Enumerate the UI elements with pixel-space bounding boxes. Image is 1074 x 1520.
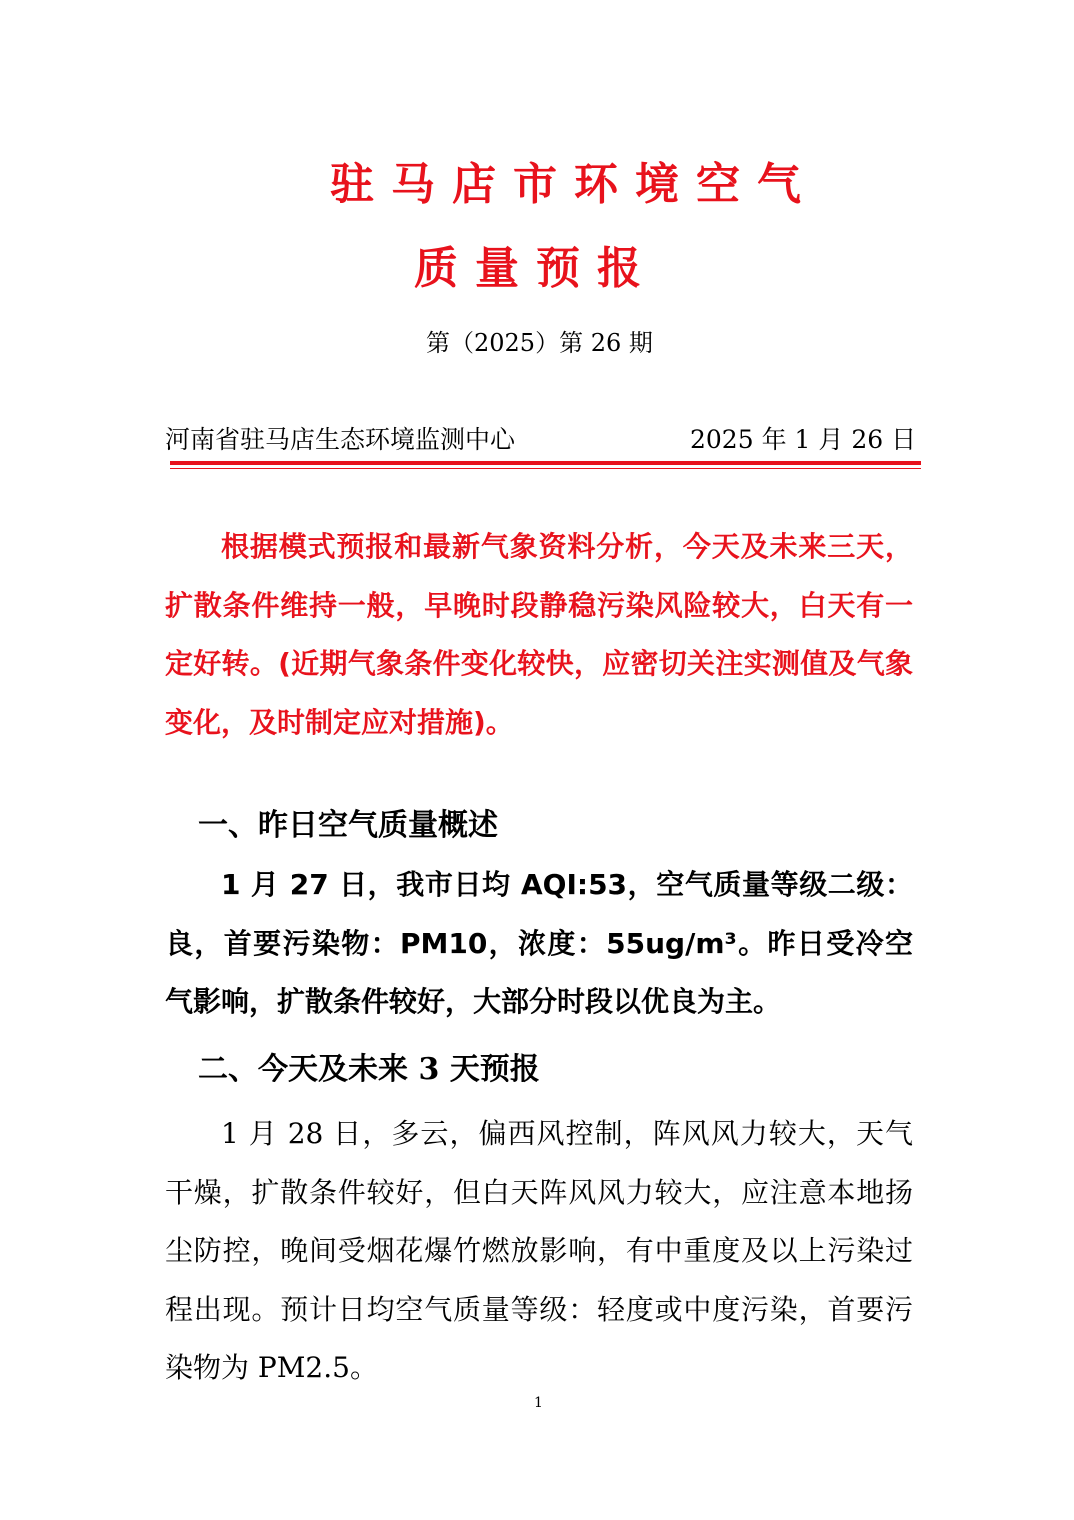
report-title-line1: 驻马店市环境空气 (330, 159, 818, 210)
section-body-forecast: 1 月 28 日，多云，偏西风控制，阵风风力较大，天气干燥，扩散条件较好，但白天阵风风力较大，应注意本地扬尘防控，晚间受烟花爆竹燃放影响，有中重度及以上污染过程出现。预计日均空气质量等级：轻度或中度污染，首要污染物为 PM2.5。 (165, 1117, 913, 1384)
issue-date: 2025 年 1 月 26 日 (690, 425, 917, 454)
header-divider-thin (170, 468, 921, 469)
section-heading-yesterday: 一、昨日空气质量概述 (198, 808, 498, 843)
section-body-yesterday: 1 月 27 日，我市日均 AQI:53，空气质量等级二级：良，首要污染物：PM10，浓度：55ug/m³。昨日受冷空气影响，扩散条件较好，大部分时段以优良为主。 (165, 868, 913, 1018)
issue-number: 第（2025）第 26 期 (426, 329, 653, 357)
forecast-summary: 根据模式预报和最新气象资料分析，今天及未来三天，扩散条件维持一般，早晚时段静稳污染风险较大，白天有一定好转。(近期气象条件变化较快，应密切关注实测值及气象变化，及时制定应对措施)。 (165, 530, 913, 739)
page-number: 1 (534, 1395, 543, 1411)
section-heading-forecast: 二、今天及未来 3 天预报 (198, 1052, 540, 1087)
report-title-line2: 质量预报 (414, 243, 658, 294)
issuing-organization: 河南省驻马店生态环境监测中心 (165, 425, 516, 454)
header-divider-thick (170, 461, 921, 465)
